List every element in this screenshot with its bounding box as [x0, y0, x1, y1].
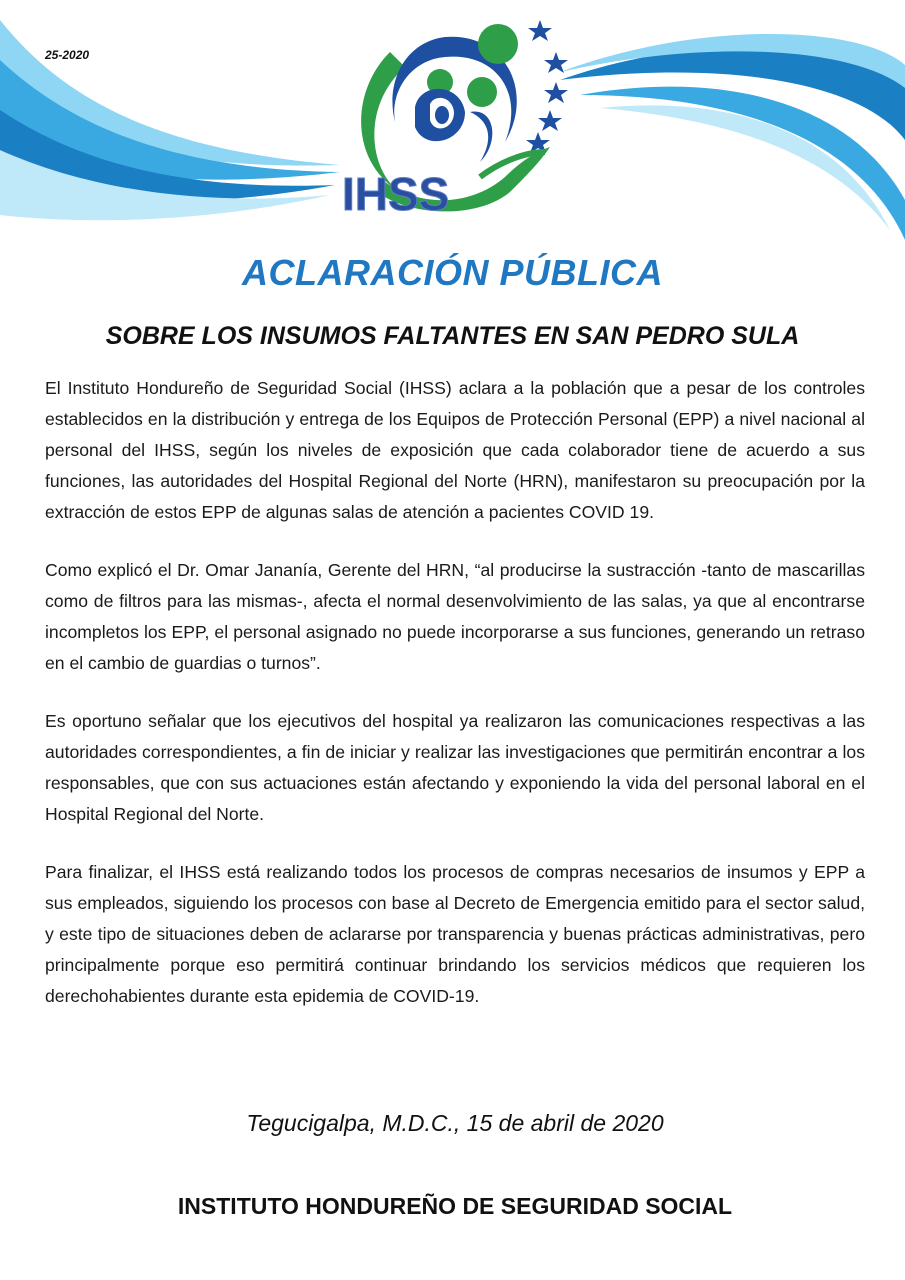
paragraph: El Instituto Hondureño de Seguridad Social (IHSS) aclara a la población que a pesar de los controles establecidos en la distribución y entrega de los Equipos de Protección Personal (EPP) a nivel nacional al personal del IHSS, según los niveles de exposición que cada colaborador tiene de acuerdo a sus funciones, las autoridades del Hospital Regional del Norte (HRN), manifestaron su preocupación por la extracción de estos EPP de algunas salas de atención a pacientes COVID 19.: [45, 378, 865, 522]
star-icon: [528, 20, 552, 41]
document-number: 25-2020: [45, 48, 90, 62]
paragraph: Como explicó el Dr. Omar Jananía, Gerente del HRN, “al producirse la sustracción -tanto de mascarillas como de filtros para las mismas-, afecta el normal desenvolvimiento de las salas, ya que al encontrarse incompletos los EPP, el personal asignado no puede incorporarse a sus funciones, generando un retraso en el cambio de guardias o turnos”.: [45, 560, 865, 673]
paragraph: Es oportuno señalar que los ejecutivos del hospital ya realizaron las comunicaciones respectivas a las autoridades correspondientes, a fin de iniciar y realizar las investigaciones que permitirán encontrar a los responsables, que con sus actuaciones están afectando y exponiendo la vida del personal laboral en el Hospital Regional del Norte.: [45, 711, 865, 824]
place-and-date: Tegucigalpa, M.D.C., 15 de abril de 2020: [246, 1110, 664, 1136]
document-title: ACLARACIÓN PÚBLICA: [242, 252, 663, 293]
document-subtitle: SOBRE LOS INSUMOS FALTANTES EN SAN PEDRO SULA: [105, 322, 800, 350]
star-icon: [538, 110, 562, 131]
star-icon: [544, 82, 568, 103]
star-icon: [544, 52, 568, 73]
institution-signature: INSTITUTO HONDUREÑO DE SEGURIDAD SOCIAL: [177, 1193, 733, 1219]
paragraph: Para finalizar, el IHSS está realizando todos los procesos de compras necesarios de insumos y EPP a sus empleados, siguiendo los procesos con base al Decreto de Emergencia emitido para el sector salud, y este tipo de situaciones deben de aclararse por transparencia y buenas prácticas administrativas, pero principalmente porque eso permitirá continuar brindando los servicios médicos que requieren los derechohabientes durante esta epidemia de COVID-19.: [45, 862, 865, 1006]
body-text: [45, 373, 865, 1039]
logo-text: IHSS: [342, 168, 450, 217]
ihss-logo: [330, 12, 575, 217]
